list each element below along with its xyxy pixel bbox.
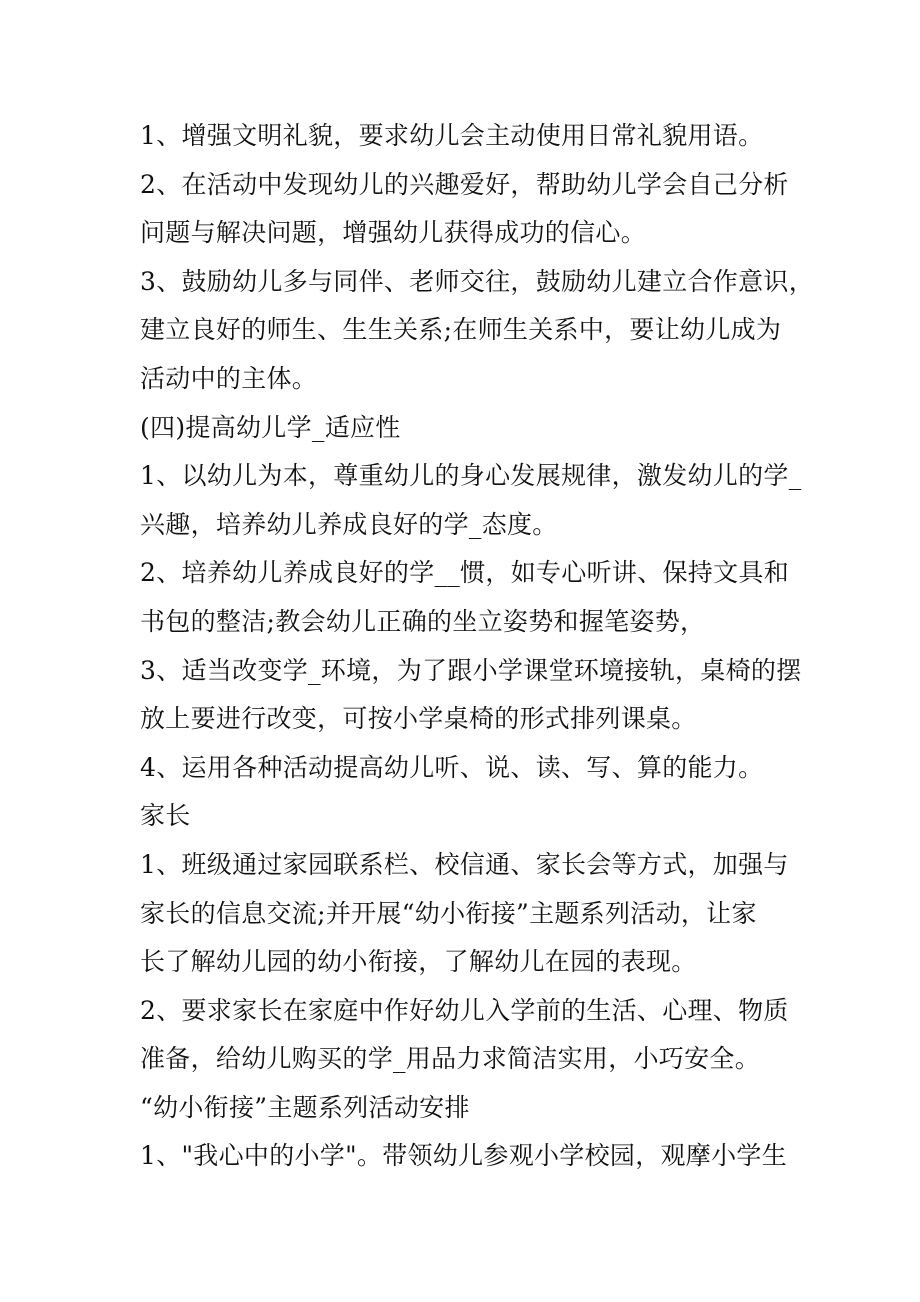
document-body [140, 112, 815, 1181]
section-heading: “幼小衔接”主题系列活动安排 [140, 1092, 470, 1122]
text-line: 2、要求家长在家庭中作好幼儿入学前的生活、心理、物质 [140, 995, 789, 1025]
text-line: 问题与解决问题，增强幼儿获得成功的信心。 [140, 218, 647, 248]
text-line: 1、以幼儿为本，尊重幼儿的身心发展规律，激发幼儿的学_ [140, 461, 802, 491]
text-line: 家长的信息交流;并开展“幼小衔接”主题系列活动，让家 [140, 898, 757, 928]
text-line: 1、班级通过家园联系栏、校信通、家长会等方式，加强与 [140, 849, 789, 879]
section-heading: (四)提高幼儿学_适应性 [140, 412, 401, 442]
text-line: 放上要进行改变，可按小学桌椅的形式排列课桌。 [140, 704, 697, 734]
text-line: 2、在活动中发现幼儿的兴趣爱好，帮助幼儿学会自己分析 [140, 169, 789, 199]
text-line: 建立良好的师生、生生关系;在师生关系中，要让幼儿成为 [140, 315, 782, 345]
text-line: 长了解幼儿园的幼小衔接，了解幼儿在园的表现。 [140, 947, 697, 977]
text-line: 书包的整洁;教会幼儿正确的坐立姿势和握笔姿势， [140, 606, 706, 636]
text-line: 准备，给幼儿购买的学_用品力求简洁实用，小巧安全。 [140, 1044, 761, 1074]
text-line: 2、培养幼儿养成良好的学__惯，如专心听讲、保持文具和 [140, 558, 790, 588]
text-line: 活动中的主体。 [140, 363, 318, 393]
text-line: 兴趣，培养幼儿养成良好的学_态度。 [140, 509, 558, 539]
text-line: 1、"我心中的小学"。带领幼儿参观小学校园，观摩小学生 [140, 1141, 788, 1171]
text-line: 4、运用各种活动提高幼儿听、说、读、写、算的能力。 [140, 752, 764, 782]
text-line: 1、增强文明礼貌，要求幼儿会主动使用日常礼貌用语。 [140, 121, 764, 150]
section-heading: 家长 [140, 801, 191, 831]
text-line: 3、适当改变学_环境，为了跟小学课堂环境接轨，桌椅的摆 [140, 655, 802, 685]
text-line: 3、鼓励幼儿多与同伴、老师交往，鼓励幼儿建立合作意识， [140, 266, 815, 296]
